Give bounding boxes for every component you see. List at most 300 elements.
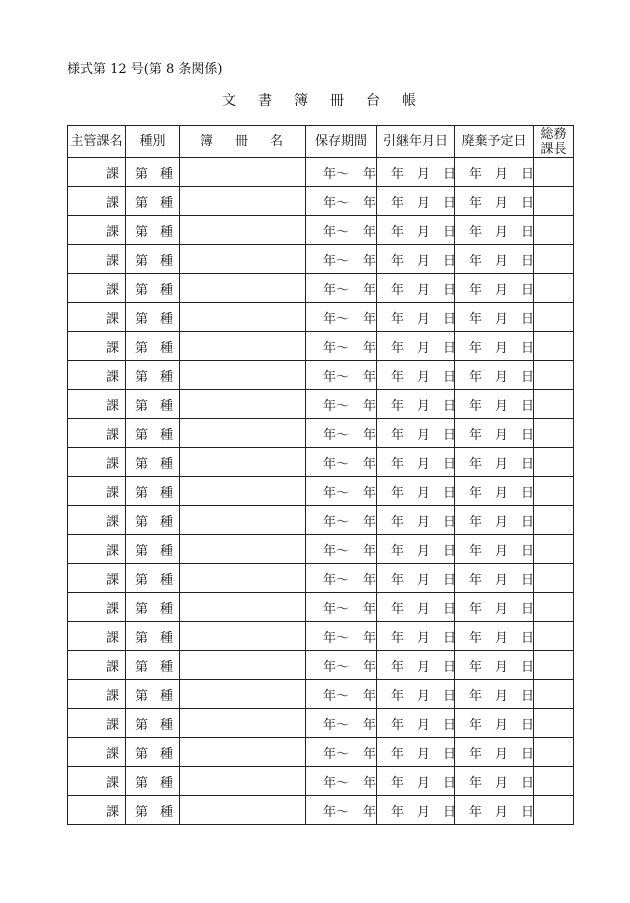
transfer-date-cell[interactable] xyxy=(377,274,455,303)
book-name-cell[interactable] xyxy=(180,245,306,274)
day-label: 日 xyxy=(521,398,535,414)
dept-cell[interactable] xyxy=(68,332,126,361)
year-label: 年 xyxy=(469,688,483,704)
kind-cell[interactable] xyxy=(126,303,180,332)
kind-cell[interactable] xyxy=(126,622,180,651)
dept-suffix: 課 xyxy=(105,195,119,211)
retention-period-cell[interactable] xyxy=(306,419,377,448)
month-label: 月 xyxy=(417,746,431,762)
chief-approval-cell[interactable] xyxy=(534,796,574,825)
table-row xyxy=(68,651,574,680)
kind-cell[interactable] xyxy=(126,158,180,187)
chief-approval-cell[interactable] xyxy=(534,187,574,216)
day-label: 日 xyxy=(443,427,457,443)
retention-period-cell[interactable] xyxy=(306,390,377,419)
year-label: 年 xyxy=(391,224,405,240)
disposal-date-cell[interactable] xyxy=(455,390,534,419)
dept-cell[interactable] xyxy=(68,303,126,332)
retention-period-cell[interactable] xyxy=(306,216,377,245)
table-row xyxy=(68,477,574,506)
kind-prefix: 第 xyxy=(135,746,149,762)
kind-prefix: 第 xyxy=(135,282,149,298)
transfer-date-cell[interactable] xyxy=(377,564,455,593)
kind-cell[interactable] xyxy=(126,274,180,303)
chief-approval-cell[interactable] xyxy=(534,216,574,245)
retention-period-cell[interactable] xyxy=(306,709,377,738)
day-label: 日 xyxy=(443,543,457,559)
month-label: 月 xyxy=(417,804,431,820)
period-end: 年 xyxy=(363,572,377,588)
transfer-date-cell[interactable] xyxy=(377,535,455,564)
period-end: 年 xyxy=(363,456,377,472)
transfer-date-cell[interactable] xyxy=(377,738,455,767)
book-name-cell[interactable] xyxy=(180,448,306,477)
day-label: 日 xyxy=(443,746,457,762)
chief-approval-cell[interactable] xyxy=(534,651,574,680)
period-start: 年〜 xyxy=(323,369,350,385)
dept-cell[interactable] xyxy=(68,187,126,216)
chief-approval-cell[interactable] xyxy=(534,274,574,303)
day-label: 日 xyxy=(443,572,457,588)
period-end: 年 xyxy=(363,514,377,530)
transfer-date-cell[interactable] xyxy=(377,303,455,332)
dept-suffix: 課 xyxy=(105,543,119,559)
kind-cell[interactable] xyxy=(126,796,180,825)
month-label: 月 xyxy=(417,775,431,791)
book-name-cell[interactable] xyxy=(180,651,306,680)
chief-approval-cell[interactable] xyxy=(534,245,574,274)
book-name-cell[interactable] xyxy=(180,419,306,448)
dept-cell[interactable] xyxy=(68,477,126,506)
retention-period-cell[interactable] xyxy=(306,245,377,274)
kind-cell[interactable] xyxy=(126,448,180,477)
header-retention-period: 保存期間 xyxy=(306,126,377,158)
kind-prefix: 第 xyxy=(135,804,149,820)
retention-period-cell[interactable] xyxy=(306,332,377,361)
retention-period-cell[interactable] xyxy=(306,361,377,390)
day-label: 日 xyxy=(443,659,457,675)
book-name-cell[interactable] xyxy=(180,767,306,796)
disposal-date-cell[interactable] xyxy=(455,419,534,448)
year-label: 年 xyxy=(391,659,405,675)
table-row xyxy=(68,332,574,361)
period-start: 年〜 xyxy=(323,572,350,588)
month-label: 月 xyxy=(417,485,431,501)
transfer-date-cell[interactable] xyxy=(377,709,455,738)
transfer-date-cell[interactable] xyxy=(377,216,455,245)
kind-prefix: 第 xyxy=(135,601,149,617)
kind-cell[interactable] xyxy=(126,651,180,680)
retention-period-cell[interactable] xyxy=(306,622,377,651)
period-start: 年〜 xyxy=(323,601,350,617)
kind-prefix: 第 xyxy=(135,369,149,385)
kind-suffix: 種 xyxy=(160,630,174,646)
kind-suffix: 種 xyxy=(160,195,174,211)
book-name-cell[interactable] xyxy=(180,332,306,361)
month-label: 月 xyxy=(495,775,509,791)
disposal-date-cell[interactable] xyxy=(455,448,534,477)
year-label: 年 xyxy=(469,340,483,356)
period-start: 年〜 xyxy=(323,311,350,327)
period-start: 年〜 xyxy=(323,282,350,298)
retention-period-cell[interactable] xyxy=(306,564,377,593)
period-start: 年〜 xyxy=(323,630,350,646)
day-label: 日 xyxy=(443,485,457,501)
retention-period-cell[interactable] xyxy=(306,303,377,332)
kind-cell[interactable] xyxy=(126,332,180,361)
dept-suffix: 課 xyxy=(105,427,119,443)
disposal-date-cell[interactable] xyxy=(455,564,534,593)
disposal-date-cell[interactable] xyxy=(455,767,534,796)
ledger-table xyxy=(67,125,574,825)
transfer-date-cell[interactable] xyxy=(377,506,455,535)
day-label: 日 xyxy=(521,630,535,646)
header-chief-line2: 課長 xyxy=(540,141,567,157)
dept-cell[interactable] xyxy=(68,158,126,187)
month-label: 月 xyxy=(417,253,431,269)
chief-approval-cell[interactable] xyxy=(534,738,574,767)
month-label: 月 xyxy=(495,427,509,443)
retention-period-cell[interactable] xyxy=(306,680,377,709)
year-label: 年 xyxy=(469,601,483,617)
month-label: 月 xyxy=(495,717,509,733)
table-row xyxy=(68,767,574,796)
year-label: 年 xyxy=(469,311,483,327)
month-label: 月 xyxy=(417,311,431,327)
header-disposal-date: 廃棄予定日 xyxy=(455,126,534,158)
retention-period-cell[interactable] xyxy=(306,187,377,216)
month-label: 月 xyxy=(417,427,431,443)
disposal-date-cell[interactable] xyxy=(455,303,534,332)
kind-cell[interactable] xyxy=(126,477,180,506)
table-row xyxy=(68,709,574,738)
day-label: 日 xyxy=(521,253,535,269)
kind-cell[interactable] xyxy=(126,709,180,738)
day-label: 日 xyxy=(443,717,457,733)
month-label: 月 xyxy=(495,572,509,588)
kind-cell[interactable] xyxy=(126,361,180,390)
book-name-cell[interactable] xyxy=(180,738,306,767)
day-label: 日 xyxy=(521,166,535,182)
period-start: 年〜 xyxy=(323,456,350,472)
kind-prefix: 第 xyxy=(135,166,149,182)
disposal-date-cell[interactable] xyxy=(455,709,534,738)
kind-cell[interactable] xyxy=(126,245,180,274)
period-end: 年 xyxy=(363,398,377,414)
chief-approval-cell[interactable] xyxy=(534,535,574,564)
disposal-date-cell[interactable] xyxy=(455,651,534,680)
disposal-date-cell[interactable] xyxy=(455,245,534,274)
dept-cell[interactable] xyxy=(68,738,126,767)
dept-cell[interactable] xyxy=(68,506,126,535)
chief-approval-cell[interactable] xyxy=(534,709,574,738)
day-label: 日 xyxy=(521,369,535,385)
table-row xyxy=(68,535,574,564)
transfer-date-cell[interactable] xyxy=(377,593,455,622)
dept-cell[interactable] xyxy=(68,419,126,448)
month-label: 月 xyxy=(417,369,431,385)
book-name-cell[interactable] xyxy=(180,680,306,709)
year-label: 年 xyxy=(469,746,483,762)
year-label: 年 xyxy=(391,746,405,762)
kind-prefix: 第 xyxy=(135,630,149,646)
transfer-date-cell[interactable] xyxy=(377,187,455,216)
dept-suffix: 課 xyxy=(105,311,119,327)
kind-suffix: 種 xyxy=(160,369,174,385)
table-row xyxy=(68,216,574,245)
dept-suffix: 課 xyxy=(105,514,119,530)
kind-cell[interactable] xyxy=(126,738,180,767)
book-name-cell[interactable] xyxy=(180,187,306,216)
chief-approval-cell[interactable] xyxy=(534,506,574,535)
chief-approval-cell[interactable] xyxy=(534,361,574,390)
disposal-date-cell[interactable] xyxy=(455,622,534,651)
book-name-cell[interactable] xyxy=(180,564,306,593)
year-label: 年 xyxy=(391,630,405,646)
dept-suffix: 課 xyxy=(105,166,119,182)
day-label: 日 xyxy=(443,688,457,704)
disposal-date-cell[interactable] xyxy=(455,361,534,390)
book-name-cell[interactable] xyxy=(180,274,306,303)
kind-prefix: 第 xyxy=(135,485,149,501)
retention-period-cell[interactable] xyxy=(306,767,377,796)
period-end: 年 xyxy=(363,166,377,182)
disposal-date-cell[interactable] xyxy=(455,535,534,564)
kind-cell[interactable] xyxy=(126,535,180,564)
book-name-cell[interactable] xyxy=(180,216,306,245)
dept-cell[interactable] xyxy=(68,245,126,274)
month-label: 月 xyxy=(417,572,431,588)
day-label: 日 xyxy=(443,630,457,646)
year-label: 年 xyxy=(391,804,405,820)
retention-period-cell[interactable] xyxy=(306,274,377,303)
transfer-date-cell[interactable] xyxy=(377,245,455,274)
kind-cell[interactable] xyxy=(126,767,180,796)
dept-suffix: 課 xyxy=(105,253,119,269)
month-label: 月 xyxy=(417,282,431,298)
dept-cell[interactable] xyxy=(68,593,126,622)
retention-period-cell[interactable] xyxy=(306,448,377,477)
day-label: 日 xyxy=(443,514,457,530)
transfer-date-cell[interactable] xyxy=(377,332,455,361)
transfer-date-cell[interactable] xyxy=(377,767,455,796)
disposal-date-cell[interactable] xyxy=(455,216,534,245)
year-label: 年 xyxy=(391,572,405,588)
dept-suffix: 課 xyxy=(105,224,119,240)
book-name-cell[interactable] xyxy=(180,796,306,825)
month-label: 月 xyxy=(495,195,509,211)
kind-cell[interactable] xyxy=(126,680,180,709)
disposal-date-cell[interactable] xyxy=(455,158,534,187)
disposal-date-cell[interactable] xyxy=(455,274,534,303)
dept-cell[interactable] xyxy=(68,709,126,738)
chief-approval-cell[interactable] xyxy=(534,448,574,477)
year-label: 年 xyxy=(469,630,483,646)
kind-suffix: 種 xyxy=(160,746,174,762)
year-label: 年 xyxy=(391,456,405,472)
retention-period-cell[interactable] xyxy=(306,158,377,187)
kind-suffix: 種 xyxy=(160,224,174,240)
kind-cell[interactable] xyxy=(126,593,180,622)
day-label: 日 xyxy=(443,224,457,240)
table-row xyxy=(68,187,574,216)
disposal-date-cell[interactable] xyxy=(455,477,534,506)
disposal-date-cell[interactable] xyxy=(455,796,534,825)
dept-cell[interactable] xyxy=(68,216,126,245)
dept-cell[interactable] xyxy=(68,796,126,825)
period-start: 年〜 xyxy=(323,485,350,501)
dept-cell[interactable] xyxy=(68,390,126,419)
period-start: 年〜 xyxy=(323,717,350,733)
dept-suffix: 課 xyxy=(105,717,119,733)
book-name-cell[interactable] xyxy=(180,506,306,535)
transfer-date-cell[interactable] xyxy=(377,477,455,506)
disposal-date-cell[interactable] xyxy=(455,506,534,535)
year-label: 年 xyxy=(391,311,405,327)
dept-cell[interactable] xyxy=(68,274,126,303)
month-label: 月 xyxy=(495,398,509,414)
period-end: 年 xyxy=(363,485,377,501)
month-label: 月 xyxy=(495,253,509,269)
year-label: 年 xyxy=(391,340,405,356)
transfer-date-cell[interactable] xyxy=(377,680,455,709)
form-number: 様式第 12 号(第 8 条関係) xyxy=(67,62,223,77)
transfer-date-cell[interactable] xyxy=(377,419,455,448)
kind-cell[interactable] xyxy=(126,216,180,245)
month-label: 月 xyxy=(417,195,431,211)
month-label: 月 xyxy=(417,543,431,559)
kind-prefix: 第 xyxy=(135,224,149,240)
period-end: 年 xyxy=(363,253,377,269)
chief-approval-cell[interactable] xyxy=(534,622,574,651)
chief-approval-cell[interactable] xyxy=(534,593,574,622)
kind-prefix: 第 xyxy=(135,543,149,559)
chief-approval-cell[interactable] xyxy=(534,158,574,187)
book-name-cell[interactable] xyxy=(180,158,306,187)
book-name-cell[interactable] xyxy=(180,622,306,651)
book-name-cell[interactable] xyxy=(180,361,306,390)
book-name-cell[interactable] xyxy=(180,593,306,622)
kind-prefix: 第 xyxy=(135,398,149,414)
dept-cell[interactable] xyxy=(68,680,126,709)
retention-period-cell[interactable] xyxy=(306,796,377,825)
transfer-date-cell[interactable] xyxy=(377,796,455,825)
kind-prefix: 第 xyxy=(135,311,149,327)
kind-suffix: 種 xyxy=(160,311,174,327)
day-label: 日 xyxy=(443,253,457,269)
year-label: 年 xyxy=(391,166,405,182)
day-label: 日 xyxy=(521,659,535,675)
dept-cell[interactable] xyxy=(68,622,126,651)
kind-suffix: 種 xyxy=(160,717,174,733)
retention-period-cell[interactable] xyxy=(306,535,377,564)
disposal-date-cell[interactable] xyxy=(455,593,534,622)
table-row xyxy=(68,622,574,651)
table-row xyxy=(68,564,574,593)
kind-prefix: 第 xyxy=(135,427,149,443)
table-row xyxy=(68,448,574,477)
month-label: 月 xyxy=(417,166,431,182)
chief-approval-cell[interactable] xyxy=(534,680,574,709)
day-label: 日 xyxy=(521,224,535,240)
table-row xyxy=(68,303,574,332)
retention-period-cell[interactable] xyxy=(306,593,377,622)
retention-period-cell[interactable] xyxy=(306,506,377,535)
dept-cell[interactable] xyxy=(68,448,126,477)
book-name-cell[interactable] xyxy=(180,303,306,332)
kind-cell[interactable] xyxy=(126,187,180,216)
disposal-date-cell[interactable] xyxy=(455,738,534,767)
dept-cell[interactable] xyxy=(68,564,126,593)
chief-approval-cell[interactable] xyxy=(534,332,574,361)
chief-approval-cell[interactable] xyxy=(534,390,574,419)
kind-suffix: 種 xyxy=(160,485,174,501)
retention-period-cell[interactable] xyxy=(306,651,377,680)
kind-cell[interactable] xyxy=(126,390,180,419)
book-name-cell[interactable] xyxy=(180,535,306,564)
dept-cell[interactable] xyxy=(68,767,126,796)
month-label: 月 xyxy=(495,514,509,530)
day-label: 日 xyxy=(521,514,535,530)
transfer-date-cell[interactable] xyxy=(377,651,455,680)
dept-cell[interactable] xyxy=(68,535,126,564)
retention-period-cell[interactable] xyxy=(306,738,377,767)
month-label: 月 xyxy=(495,282,509,298)
chief-approval-cell[interactable] xyxy=(534,767,574,796)
book-name-cell[interactable] xyxy=(180,390,306,419)
month-label: 月 xyxy=(495,601,509,617)
kind-prefix: 第 xyxy=(135,456,149,472)
chief-approval-cell[interactable] xyxy=(534,564,574,593)
kind-cell[interactable] xyxy=(126,419,180,448)
year-label: 年 xyxy=(391,427,405,443)
year-label: 年 xyxy=(391,398,405,414)
retention-period-cell[interactable] xyxy=(306,477,377,506)
day-label: 日 xyxy=(521,572,535,588)
dept-suffix: 課 xyxy=(105,398,119,414)
dept-cell[interactable] xyxy=(68,651,126,680)
day-label: 日 xyxy=(443,601,457,617)
period-start: 年〜 xyxy=(323,514,350,530)
disposal-date-cell[interactable] xyxy=(455,187,534,216)
book-name-cell[interactable] xyxy=(180,477,306,506)
transfer-date-cell[interactable] xyxy=(377,390,455,419)
kind-suffix: 種 xyxy=(160,427,174,443)
period-start: 年〜 xyxy=(323,427,350,443)
book-name-cell[interactable] xyxy=(180,709,306,738)
year-label: 年 xyxy=(469,253,483,269)
day-label: 日 xyxy=(521,601,535,617)
transfer-date-cell[interactable] xyxy=(377,622,455,651)
transfer-date-cell[interactable] xyxy=(377,361,455,390)
transfer-date-cell[interactable] xyxy=(377,448,455,477)
transfer-date-cell[interactable] xyxy=(377,158,455,187)
kind-suffix: 種 xyxy=(160,688,174,704)
dept-cell[interactable] xyxy=(68,361,126,390)
kind-cell[interactable] xyxy=(126,564,180,593)
year-label: 年 xyxy=(469,427,483,443)
table-row xyxy=(68,361,574,390)
day-label: 日 xyxy=(443,369,457,385)
chief-approval-cell[interactable] xyxy=(534,477,574,506)
disposal-date-cell[interactable] xyxy=(455,332,534,361)
day-label: 日 xyxy=(521,717,535,733)
chief-approval-cell[interactable] xyxy=(534,303,574,332)
disposal-date-cell[interactable] xyxy=(455,680,534,709)
kind-cell[interactable] xyxy=(126,506,180,535)
chief-approval-cell[interactable] xyxy=(534,419,574,448)
period-start: 年〜 xyxy=(323,398,350,414)
